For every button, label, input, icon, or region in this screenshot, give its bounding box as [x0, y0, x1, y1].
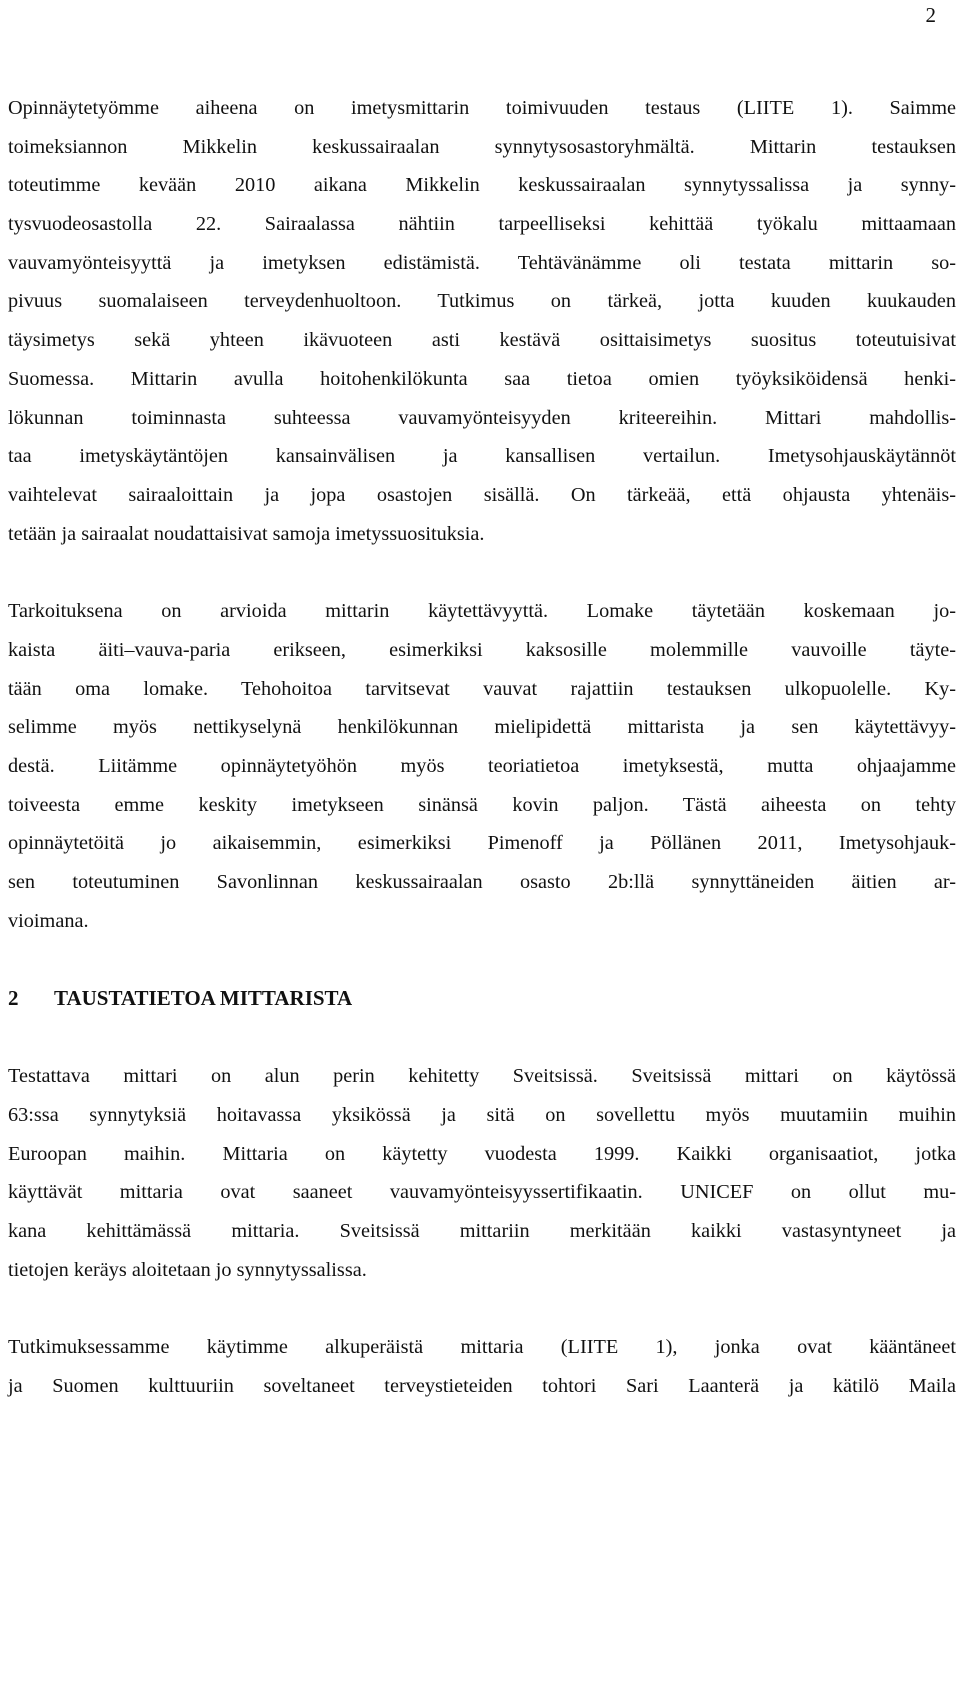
- paragraph-4: [8, 1328, 956, 1405]
- text-line: sen toteutuminen Savonlinnan keskussairaalan osasto 2b:llä synnyttäneiden äitien ar-: [8, 871, 956, 894]
- paragraph-1: [8, 89, 956, 553]
- text-line: lökunnan toiminnasta suhteessa vauvamyönteisyyden kriteereihin. Mittari mahdollis-: [8, 406, 956, 429]
- text-line: pivuus suomalaiseen terveydenhuoltoon. Tutkimus on tärkeä, jotta kuuden kuukauden: [8, 290, 956, 313]
- text-line: ja Suomen kulttuuriin soveltaneet terveystieteiden tohtori Sari Laanterä ja kätilö Maila: [8, 1374, 956, 1397]
- text-line: Testattava mittari on alun perin kehitetty Sveitsissä. Sveitsissä mittari on käytössä: [8, 1065, 956, 1088]
- text-line: vioimana.: [8, 909, 89, 932]
- text-line: tään oma lomake. Tehohoitoa tarvitsevat vauvat rajattiin testauksen ulkopuolelle. Ky-: [8, 677, 956, 700]
- text-line: tysvuodeosastolla 22. Sairaalassa nähtiin tarpeelliseksi kehittää työkalu mittaamaan: [8, 213, 956, 236]
- page-number: 2: [925, 3, 936, 27]
- text-line: toteutimme kevään 2010 aikana Mikkelin keskussairaalan synnytyssalissa ja synny-: [8, 174, 956, 197]
- section-number: 2: [8, 986, 19, 1011]
- text-line: kana kehittämässä mittaria. Sveitsissä mittariin merkitään kaikki vastasyntyneet ja: [8, 1219, 956, 1242]
- text-line: Euroopan maihin. Mittaria on käytetty vuodesta 1999. Kaikki organisaatiot, jotka: [8, 1142, 956, 1165]
- text-line: vaihtelevat sairaaloittain ja jopa osastojen sisällä. On tärkeää, että ohjausta yhtenäis-: [8, 483, 956, 506]
- text-line: selimme myös nettikyselynä henkilökunnan mielipidettä mittarista ja sen käytettävyy-: [8, 716, 956, 739]
- text-line: toiveesta emme keskity imetykseen sinänsä kovin paljon. Tästä aiheesta on tehty: [8, 793, 956, 816]
- text-line: taa imetyskäytäntöjen kansainvälisen ja kansallisen vertailun. Imetysohjauskäytännöt: [8, 445, 956, 468]
- text-line: tetään ja sairaalat noudattaisivat samoja imetyssuosituksia.: [8, 522, 485, 545]
- text-line: 63:ssa synnytyksiä hoitavassa yksikössä ja sitä on sovellettu myös muutamiin muihin: [8, 1103, 956, 1126]
- text-line: kaista äiti–vauva-paria erikseen, esimerkiksi kaksosille molemmille vauvoille täyte-: [8, 638, 956, 661]
- text-line: destä. Liitämme opinnäytetyöhön myös teoriatietoa imetyksestä, mutta ohjaajamme: [8, 755, 956, 777]
- text-line: vauvamyönteisyyttä ja imetyksen edistämistä. Tehtävänämme oli testata mittarin so-: [8, 251, 956, 274]
- paragraph-3: [8, 1057, 956, 1289]
- text-line: opinnäytetöitä jo aikaisemmin, esimerkiksi Pimenoff ja Pöllänen 2011, Imetysohjauk-: [8, 832, 956, 855]
- text-line: täysimetys sekä yhteen ikävuoteen asti kestävä osittaisimetys suositus toteutuisivat: [8, 329, 956, 352]
- text-line: Tutkimuksessamme käytimme alkuperäistä mittaria (LIITE 1), jonka ovat kääntäneet: [8, 1336, 956, 1359]
- text-line: käyttävät mittaria ovat saaneet vauvamyönteisyyssertifikaatin. UNICEF on ollut mu-: [8, 1181, 956, 1204]
- paragraph-2: [8, 592, 956, 940]
- text-line: tietojen keräys aloitetaan jo synnytyssalissa.: [8, 1258, 367, 1281]
- text-line: toimeksiannon Mikkelin keskussairaalan synnytysosastoryhmältä. Mittarin testauksen: [8, 135, 956, 158]
- section-heading: [8, 979, 956, 1018]
- text-line: Opinnäytetyömme aiheena on imetysmittarin toimivuuden testaus (LIITE 1). Saimme: [8, 97, 956, 119]
- document-body: [8, 89, 956, 1406]
- text-line: Tarkoituksena on arvioida mittarin käytettävyyttä. Lomake täytetään koskemaan jo-: [8, 600, 956, 623]
- text-line: Suomessa. Mittarin avulla hoitohenkilökunta saa tietoa omien työyksiköidensä henki-: [8, 367, 956, 390]
- section-title: TAUSTATIETOA MITTARISTA: [54, 986, 353, 1011]
